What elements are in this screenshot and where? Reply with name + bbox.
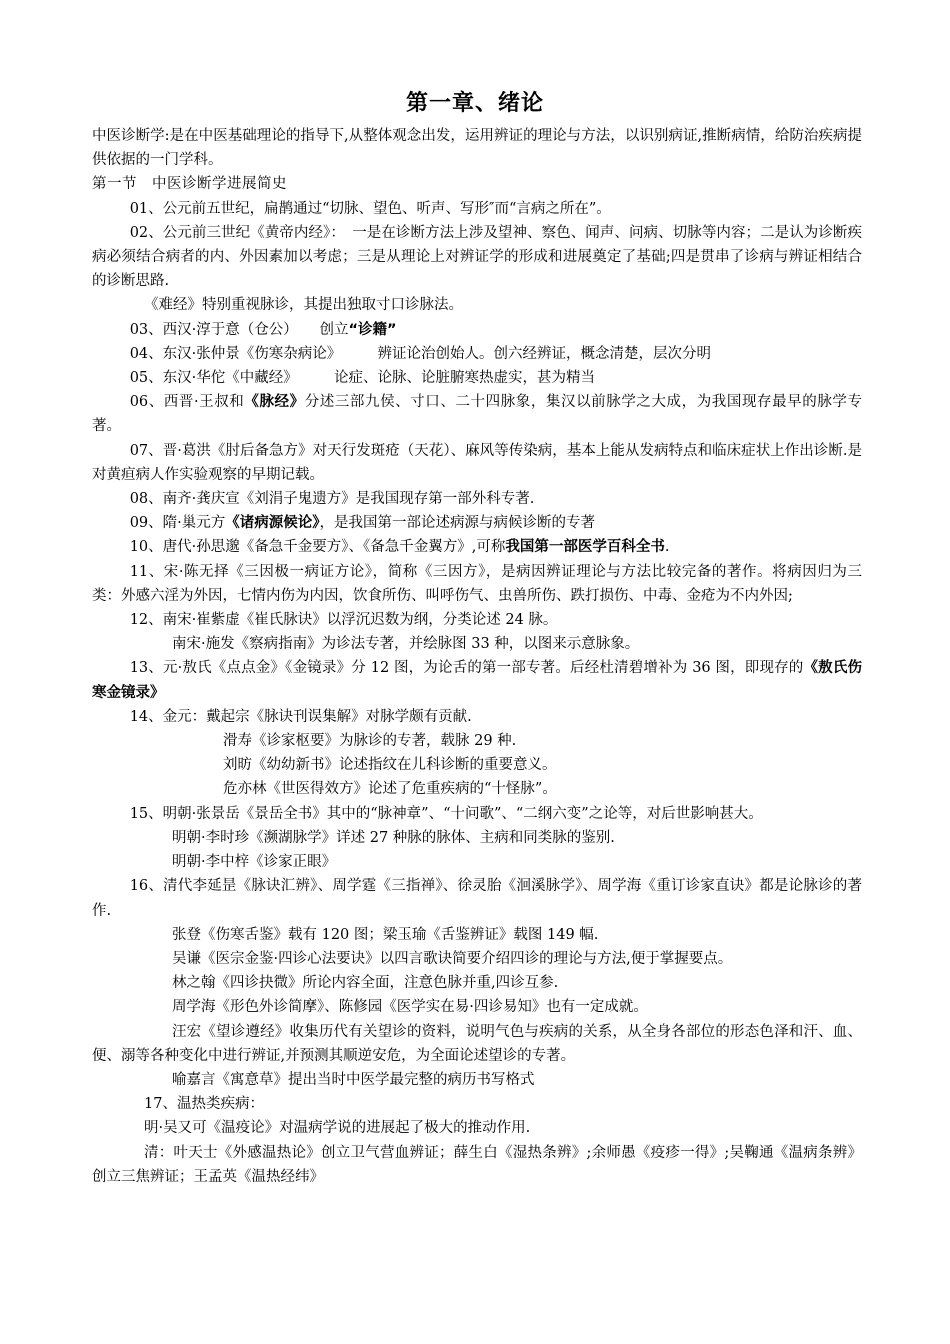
item-06-text-b: 分述三部九侯、寸口、二十四脉象，集汉以前脉学之大成，为我国现存最早的脉学专著。 xyxy=(92,394,862,435)
item-16-wanghong: 汪宏《望诊遵经》收集历代有关望诊的资料，说明气色与疾病的关系，从全身各部位的形态色泽和汗、血、便、溺等各种变化中进行辨证,并预测其顺逆安危，为全面论述望诊的专著。 xyxy=(92,1023,862,1064)
item-16-zhangdeng: 张登《伤寒舌鉴》载有 120 图；梁玉瑜《舌鉴辨证》载图 149 幅. xyxy=(172,926,599,943)
item-16-zhouxuehai: 周学海《形色外诊简摩》、陈修园《医学实在易·四诊易知》也有一定成就。 xyxy=(172,999,648,1016)
item-10-text-a: 10、唐代·孙思邈《备急千金要方》、《备急千金翼方》,可称 xyxy=(129,539,506,556)
item-06-bold: 《脉经》 xyxy=(244,394,305,411)
item-14-liufang: 刘昉《幼幼新书》论述指纹在儿科诊断的重要意义。 xyxy=(223,757,557,774)
item-12-shifa: 南宋·施发《察病指南》为诊法专著，并绘脉图 33 种，以图来示意脉象。 xyxy=(172,636,640,653)
section-heading: 第一节 中医诊断学进展简史 xyxy=(92,176,287,193)
item-08: 08、南齐·龚庆宣《刘涓子鬼遗方》是我国现存第一部外科专著. xyxy=(129,491,535,508)
item-06 xyxy=(92,390,862,438)
item-09-text-a: 09、隋·巢元方 xyxy=(129,515,226,532)
item-14-weiyilin: 危亦林《世医得效方》论述了危重疾病的“十怪脉”。 xyxy=(223,781,557,798)
item-16-linzhihan: 林之翰《四诊抉微》所论内容全面，注意色脉并重,四诊互参. xyxy=(172,975,559,992)
item-07: 07、晋·葛洪《肘后备急方》对天行发斑疮（天花）、麻风等传染病，基本上能从发病特点和临床症状上作出诊断.是对黄疸病人作实验观察的早期记载。 xyxy=(92,442,862,483)
item-17-wuyouke: 明·吴又可《温疫论》对温病学说的进展起了极大的推动作用. xyxy=(144,1120,531,1137)
item-17-qing: 清：叶天士《外感温热论》创立卫气营血辨证；薛生白《湿热条辨》;余师愚《疫疹一得》;吴鞠通《温病条辨》创立三焦辨证；王孟英《温热经纬》 xyxy=(92,1144,862,1185)
item-10-text-b: . xyxy=(664,539,670,556)
item-13-text: 13、元·敖氏《点点金》《金镜录》分 12 图，为论舌的第一部专著。后经杜清碧增补为 36 图，即现存的 xyxy=(129,660,804,677)
item-03 xyxy=(92,318,862,342)
chapter-title: 第一章、绪论 xyxy=(405,91,544,116)
item-03-bold: “诊籍” xyxy=(348,321,397,338)
item-10 xyxy=(92,535,862,559)
item-09-bold: 《诸病源候论》 xyxy=(225,515,320,532)
item-16-yujiayan: 喻嘉言《寓意草》提出当时中医学最完整的病历书写格式 xyxy=(172,1071,535,1088)
item-02-nanjing: 《难经》特别重视脉诊，其提出独取寸口诊脉法。 xyxy=(144,297,463,314)
item-01: 01、公元前五世纪，扁鹊通过“切脉、望色、听声、写形″而“言病之所在”。 xyxy=(129,200,611,217)
item-15-lizhongzi: 明朝·李中梓《诊家正眼》 xyxy=(172,854,337,871)
item-09 xyxy=(92,511,862,535)
document-body xyxy=(92,124,862,1189)
intro-paragraph: 中医诊断学:是在中医基础理论的指导下,从整体观念出发，运用辨证的理论与方法，以识别病证,推断病情，给防治疾病提供依据的一门学科。 xyxy=(92,128,862,169)
item-12: 12、南宋·崔紫虚《崔氏脉诀》以浮沉迟数为纲，分类论述 24 脉。 xyxy=(129,612,558,629)
item-13 xyxy=(92,656,862,704)
item-06-text-a: 06、西晋·王叔和 xyxy=(129,394,245,411)
item-11: 11、宋·陈无择《三因极一病证方论》，简称《三因方》，是病因辨证理论与方法比较完备的著作。将病因归为三类：外感六淫为外因，七情内伤为内因，饮食所伤、叫呼伤气、虫兽所伤、跌打损伤、中毒、金疮为不内外因; xyxy=(92,563,862,604)
item-10-bold: 我国第一部医学百科全书 xyxy=(505,539,665,556)
item-15-lishizhen: 明朝·李时珍《濒湖脉学》详述 27 种脉的脉体、主病和同类脉的鉴别. xyxy=(172,829,615,846)
item-17: 17、温热类疾病： xyxy=(144,1096,264,1113)
item-02: 02、公元前三世纪《黄帝内经》： 一是在诊断方法上涉及望神、察色、闻声、问病、切脉等内容；二是认为诊断疾病必须结合病者的内、外因素加以考虑；三是从理论上对辨证学的形成和进展奠定了基础;四是贯串了诊病与辨证相结合的诊断思路. xyxy=(92,224,862,290)
item-04: 04、东汉·张仲景《伤寒杂病论》 辨证论治创始人。创六经辨证，概念清楚，层次分明 xyxy=(129,345,711,362)
item-16: 16、清代李延昰《脉诀汇辨》、周学霆《三指禅》、徐灵胎《洄溪脉学》、周学海《重订诊家直诀》都是论脉诊的著作. xyxy=(92,878,862,919)
item-13-bold: 《敖氏伤寒金镜录》 xyxy=(92,660,862,701)
item-16-wuqian: 吴谦《医宗金鉴·四诊心法要诀》以四言歌诀简要介绍四诊的理论与方法,便于掌握要点。 xyxy=(172,950,733,967)
item-05: 05、东汉·华佗《中藏经》 论症、论脉、论脏腑寒热虚实，甚为精当 xyxy=(129,370,595,387)
item-14: 14、金元：戴起宗《脉诀刊误集解》对脉学颇有贡献. xyxy=(129,708,472,725)
item-03-text: 03、西汉·淳于意（仓公） 创立 xyxy=(129,321,349,338)
item-09-text-b: ，是我国第一部论述病源与病候诊断的专著 xyxy=(319,515,595,532)
item-15: 15、明朝·张景岳《景岳全书》其中的“脉神章”、“十问歌”、“二纲六变”之论等，对后世影响甚大。 xyxy=(129,805,763,822)
item-14-huashou: 滑寿《诊家枢要》为脉诊的专著，载脉 29 种. xyxy=(223,733,517,750)
